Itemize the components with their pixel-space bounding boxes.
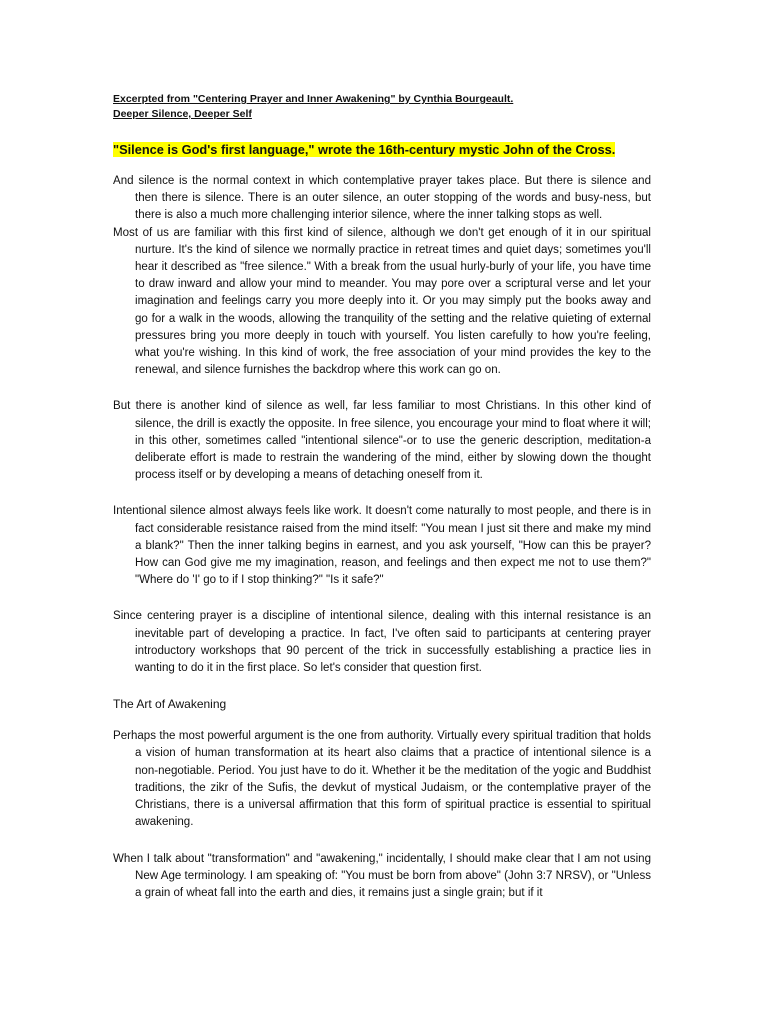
highlighted-quote-text: "Silence is God's first language," wrote the 16th-century mystic John of the Cross. <box>113 142 616 157</box>
paragraph: When I talk about "transformation" and "awakening," incidentally, I should make clear that I am not using New Age terminology. I am speaking of: "You must be born from above" (John 3:7 NRSV), or "Unless a grain of wheat fall into the earth and dies, it remains just a single grain; but if it <box>113 852 651 899</box>
document-page <box>113 92 651 902</box>
paragraph: And silence is the normal context in which contemplative prayer takes place. But there is silence and then there is silence. There is an outer silence, an outer stopping of the words and busy-ness, but there is also a much more challenging interior silence, where the inner talking stops as well. <box>113 175 651 222</box>
paragraph: Perhaps the most powerful argument is the one from authority. Virtually every spiritual tradition that holds a vision of human transformation at its heart also claims that a practice of intentional silence is a non-negotiable. Period. You just have to do it. Whether it be the meditation of the yogic and Buddhist traditions, the zikr of the Sufis, the devkut of mystical Judaism, or the contemplative prayer of the Christians, there is a universal affirmation that this form of spiritual practice is essential to spiritual awakening. <box>113 730 651 829</box>
highlighted-quote <box>113 142 651 158</box>
section-heading: The Art of Awakening <box>113 697 227 712</box>
paragraph: Since centering prayer is a discipline of intentional silence, dealing with this internal resistance is an inevitable part of developing a practice. In fact, I've often said to participants at centering prayer introductory workshops that 90 percent of the trick in successfully establishing a practice lies in wanting to do it in the first place. So let's consider that question first. <box>113 610 651 675</box>
excerpt-source-line: Excerpted from "Centering Prayer and Inner Awakening" by Cynthia Bourgeault. <box>113 93 514 105</box>
section-title: Deeper Silence, Deeper Self <box>113 108 252 120</box>
paragraph: Most of us are familiar with this first kind of silence, although we don't get enough of it in our spiritual nurture. It's the kind of silence we normally practice in retreat times and quiet days; sometimes you'll hear it described as "free silence." With a break from the usual hurly-burly of your life, you have time to draw inward and allow your mind to meander. You may pore over a scriptural verse and let your imagination and feelings carry you more deeply into it. Or you may simply put the books away and go for a walk in the woods, allowing the tranquility of the setting and the relative quieting of external pressures bring you more deeply in touch with yourself. You listen carefully to how you're feeling, what you're wishing. In this kind of work, the free association of your mind provides the key to the renewal, and silence furnishes the backdrop where this work can go on. <box>113 226 651 377</box>
paragraph: Intentional silence almost always feels like work. It doesn't come naturally to most people, and there is in fact considerable resistance raised from the mind itself: "You mean I just sit there and make my mind a blank?" Then the inner talking begins in earnest, and you ask yourself, "How can this be prayer? How can God give me my imagination, reason, and feelings and then expect me not to use them?" "Where do 'I' go to if I stop thinking?" "Is it safe?" <box>113 505 651 587</box>
paragraph: But there is another kind of silence as well, far less familiar to most Christians. In this other kind of silence, the drill is exactly the opposite. In free silence, you encourage your mind to float where it will; in this other, sometimes called "intentional silence"-or to use the generic description, meditation-a deliberate effort is made to restrain the wandering of the mind, either by slowing down the thought process itself or by developing a means of detaching oneself from it. <box>113 400 651 482</box>
